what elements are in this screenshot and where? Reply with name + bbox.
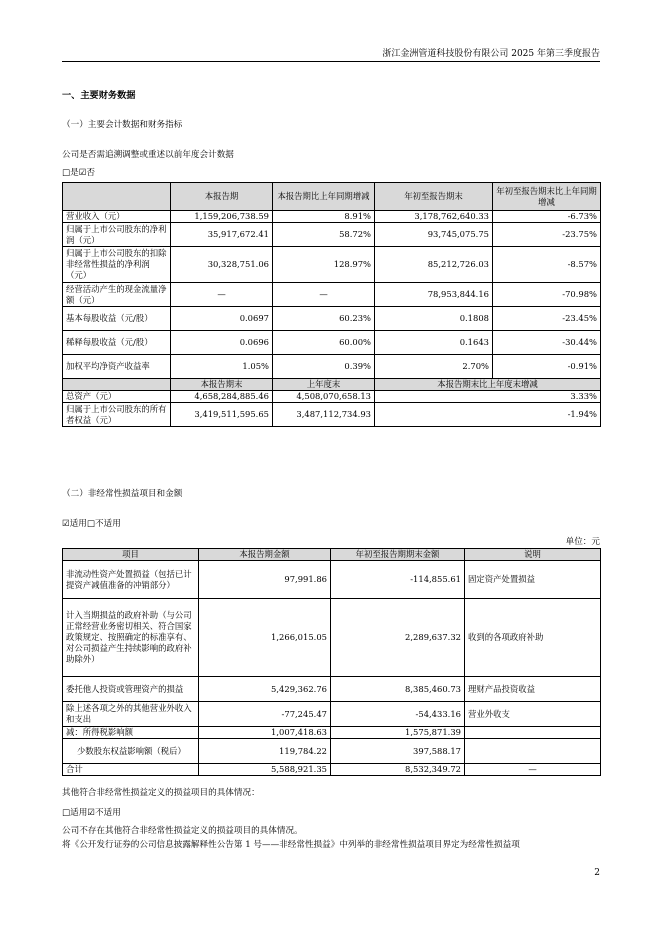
table-row: [63, 599, 601, 677]
header-cell: [63, 379, 171, 391]
header-cell: 年初至报告期期末金额: [331, 549, 465, 561]
cell: -1.94%: [375, 403, 601, 427]
cell: 78,953,844.16: [375, 283, 493, 307]
cell: —: [273, 283, 375, 307]
header-cell: 本报告期比上年同期增减: [273, 183, 375, 211]
table-row: [63, 739, 601, 764]
header-cell: 年初至报告期末比上年同期增减: [493, 183, 601, 211]
row-label: 委托他人投资或管理资产的损益: [63, 677, 199, 702]
table-row: [63, 223, 601, 247]
key-financial-table: [62, 182, 601, 427]
cell: -6.73%: [493, 211, 601, 223]
cell: 3,419,511,595.65: [171, 403, 273, 427]
row-label: 少数股东权益影响额（税后）: [63, 739, 199, 764]
cell: —: [171, 283, 273, 307]
cell: 119,784.22: [199, 739, 331, 764]
other-items-text: 公司不存在其他符合非经常性损益定义的损益项目的具体情况。: [62, 826, 303, 836]
cell: -77,245.47: [199, 702, 331, 727]
cell: -70.98%: [493, 283, 601, 307]
cell: 397,588.17: [331, 739, 465, 764]
header-divider: [62, 61, 600, 62]
cell: 8,385,460.73: [331, 677, 465, 702]
header-cell: 年初至报告期末: [375, 183, 493, 211]
cell: 1,007,418.63: [199, 727, 331, 739]
cell: 0.1808: [375, 307, 493, 331]
cell: 收到的各项政府补助: [465, 599, 601, 677]
table-row: [63, 727, 601, 739]
cell: 1,575,871.39: [331, 727, 465, 739]
cell: 营业外收支: [465, 702, 601, 727]
table-row: [63, 561, 601, 599]
section-title: 一、主要财务数据: [62, 90, 136, 101]
cell: 2.70%: [375, 355, 493, 379]
table-row: [63, 211, 601, 223]
cell: 3.33%: [375, 391, 601, 403]
header-cell: 本报告期: [171, 183, 273, 211]
header-cell: 上年度末: [273, 379, 375, 391]
cell: 3,487,112,734.93: [273, 403, 375, 427]
cell: 85,212,726.03: [375, 247, 493, 283]
cell: 5,429,362.76: [199, 677, 331, 702]
other-items-title: 其他符合非经常性损益定义的损益项目的具体情况：: [62, 788, 260, 798]
cell: 8,532,349.72: [331, 764, 465, 776]
row-label: 计入当期损益的政府补助（与公司正常经营业务密切相关、符合国家政策规定、按照确定的标准享有、对公司损益产生持续影响的政府补助除外）: [63, 599, 199, 677]
subsection-title: （二）非经常性损益项目和金额: [62, 489, 183, 499]
header-cell: 说明: [465, 549, 601, 561]
row-label: 营业收入（元）: [63, 211, 171, 223]
cell: 4,508,070,658.13: [273, 391, 375, 403]
cell: 58.72%: [273, 223, 375, 247]
row-label: 除上述各项之外的其他营业外收入和支出: [63, 702, 199, 727]
cell: 0.39%: [273, 355, 375, 379]
cell: 0.1643: [375, 331, 493, 355]
cell: -114,855.61: [331, 561, 465, 599]
cell: 93,745,075.75: [375, 223, 493, 247]
cell: 2,289,637.32: [331, 599, 465, 677]
applicable-checkbox: ☑适用□不适用: [62, 519, 121, 529]
table-row: [63, 247, 601, 283]
unit-label: 单位：元: [565, 537, 600, 547]
cell: 3,178,762,640.33: [375, 211, 493, 223]
header-cell: 本报告期末比上年度末增减: [375, 379, 601, 391]
cell: 4,658,284,885.46: [171, 391, 273, 403]
cell: 1,266,015.05: [199, 599, 331, 677]
page-header: 浙江金洲管道科技股份有限公司 2025 年第三季度报告: [382, 49, 600, 59]
table-row: [63, 677, 601, 702]
cell: -8.57%: [493, 247, 601, 283]
row-label: 归属于上市公司股东的所有者权益（元）: [63, 403, 171, 427]
header-cell: [63, 183, 171, 211]
row-label: 归属于上市公司股东的扣除非经常性损益的净利润（元）: [63, 247, 171, 283]
cell: 0.0696: [171, 331, 273, 355]
row-label: 总资产（元）: [63, 391, 171, 403]
cell: 8.91%: [273, 211, 375, 223]
table-row: [63, 403, 601, 427]
row-label: 减：所得税影响额: [63, 727, 199, 739]
cell: —: [465, 764, 601, 776]
cell: 5,588,921.35: [199, 764, 331, 776]
table-row: [63, 331, 601, 355]
other-applicable-checkbox: □适用☑不适用: [62, 808, 121, 818]
cell: 35,917,672.41: [171, 223, 273, 247]
subsection-title: （一）主要会计数据和财务指标: [62, 120, 183, 130]
row-label: 加权平均净资产收益率: [63, 355, 171, 379]
page-number: 2: [594, 868, 600, 878]
other-items-text: 将《公开发行证券的公司信息披露解释性公告第 1 号——非经常性损益》中列举的非经常性损益项目界定为经常性损益项: [62, 840, 520, 850]
header-cell: 项目: [63, 549, 199, 561]
table-row: [63, 391, 601, 403]
row-label: 归属于上市公司股东的净利润（元）: [63, 223, 171, 247]
cell: 理财产品投资收益: [465, 677, 601, 702]
cell: 30,328,751.06: [171, 247, 273, 283]
cell: 60.00%: [273, 331, 375, 355]
cell: 128.97%: [273, 247, 375, 283]
row-label: 基本每股收益（元/股）: [63, 307, 171, 331]
cell: [465, 727, 601, 739]
restatement-answer: □是☑否: [62, 168, 96, 178]
cell: -23.75%: [493, 223, 601, 247]
table-row: [63, 764, 601, 776]
cell: -54,433.16: [331, 702, 465, 727]
header-cell: 本报告期金额: [199, 549, 331, 561]
row-label: 经营活动产生的现金流量净额（元）: [63, 283, 171, 307]
cell: [465, 739, 601, 764]
row-label: 合计: [63, 764, 199, 776]
header-cell: 本报告期末: [171, 379, 273, 391]
cell: 1,159,206,738.59: [171, 211, 273, 223]
cell: -23.45%: [493, 307, 601, 331]
cell: -30.44%: [493, 331, 601, 355]
table-row: [63, 355, 601, 379]
cell: 97,991.86: [199, 561, 331, 599]
cell: 固定资产处置损益: [465, 561, 601, 599]
table-row: [63, 307, 601, 331]
cell: 60.23%: [273, 307, 375, 331]
row-label: 非流动性资产处置损益（包括已计提资产减值准备的冲销部分）: [63, 561, 199, 599]
cell: -0.91%: [493, 355, 601, 379]
table-row: [63, 702, 601, 727]
table-row: [63, 283, 601, 307]
row-label: 稀释每股收益（元/股）: [63, 331, 171, 355]
cell: 0.0697: [171, 307, 273, 331]
restatement-question: 公司是否需追溯调整或重述以前年度会计数据: [62, 150, 234, 160]
non-recurring-table: [62, 548, 601, 776]
cell: 1.05%: [171, 355, 273, 379]
